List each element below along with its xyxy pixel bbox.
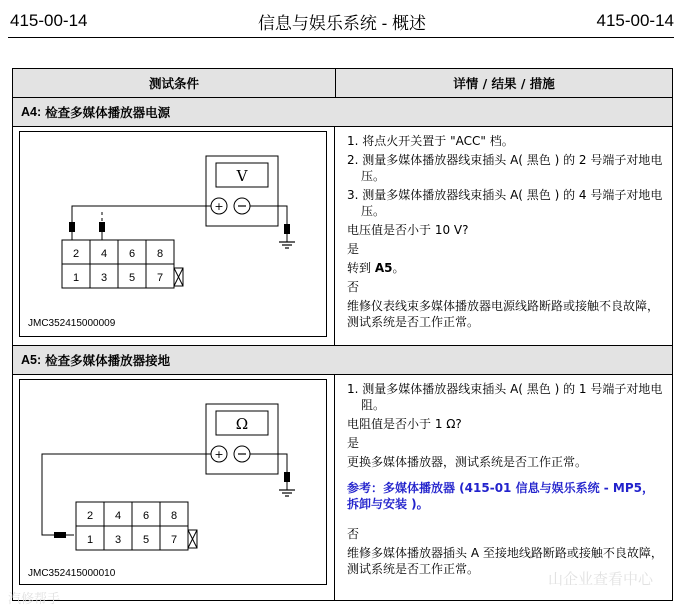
instruction: 2. 测量多媒体播放器线束插头 A( 黑色 ) 的 2 号端子对地电压。 — [347, 153, 663, 183]
svg-text:1: 1 — [72, 272, 80, 284]
test-condition-cell — [13, 375, 335, 600]
instruction: 3. 测量多媒体播放器线束插头 A( 黑色 ) 的 4 号端子对地电压。 — [347, 188, 663, 218]
svg-text:+: + — [214, 448, 224, 461]
svg-text:1: 1 — [86, 534, 94, 546]
svg-text:7: 7 — [156, 272, 164, 284]
svg-text:+: + — [214, 200, 224, 213]
page-title: 信息与娱乐系统 - 概述 — [257, 13, 427, 33]
yes-action: 更换多媒体播放器，测试系统是否工作正常。 — [347, 455, 588, 469]
svg-text:6: 6 — [142, 510, 150, 522]
meter-symbol: Ω — [235, 415, 249, 433]
probe-pin2-icon — [69, 222, 75, 232]
svg-text:5: 5 — [128, 272, 136, 284]
procedure-table — [12, 68, 673, 601]
connector-a-icon — [76, 502, 197, 550]
probe-pin4-icon — [99, 222, 105, 232]
watermark-left: 汽修帮手 — [8, 592, 61, 607]
test-question: 电阻值是否小于 1 Ω? — [347, 417, 462, 431]
header-rule — [8, 37, 674, 38]
test-condition-cell — [13, 127, 335, 345]
goto-step-link: A5 — [374, 261, 393, 275]
table-header — [13, 69, 672, 98]
instruction: 1. 测量多媒体播放器线束插头 A( 黑色 ) 的 1 号端子对地电阻。 — [347, 382, 663, 412]
meter-symbol: V — [236, 167, 248, 185]
step-number: A4: — [21, 105, 42, 119]
instruction: 1. 将点火开关置于 "ACC" 档。 — [347, 134, 514, 148]
figure-code: JMC352415000009 — [28, 318, 116, 329]
no-label: 否 — [347, 280, 360, 294]
section-code-right: 415-00-14 — [596, 11, 674, 30]
svg-text:2: 2 — [86, 510, 94, 522]
page-header — [10, 8, 674, 34]
probe-pin1-icon — [54, 532, 66, 538]
svg-text:3: 3 — [114, 534, 122, 546]
svg-text:8: 8 — [170, 510, 178, 522]
connector-a-icon — [62, 240, 183, 288]
yes-label: 是 — [347, 436, 360, 450]
step-row-a4 — [13, 127, 672, 346]
svg-text:2: 2 — [72, 248, 80, 260]
details-cell — [335, 375, 672, 600]
no-label: 否 — [347, 527, 360, 541]
step-number: A5: — [21, 353, 42, 367]
step-title-a4 — [13, 98, 672, 127]
svg-text:6: 6 — [128, 248, 136, 260]
step-row-a5 — [13, 375, 672, 600]
svg-text:4: 4 — [100, 248, 108, 260]
no-action: 维修多媒体播放器插头 A 至接地线路断路或接触不良故障，测试系统是否工作正常。 — [347, 546, 663, 576]
svg-text:3: 3 — [100, 272, 108, 284]
ground-probe-icon — [284, 224, 290, 234]
figure-code: JMC352415000010 — [28, 568, 116, 579]
reference-link[interactable]: 参考：多媒体播放器 (415-01 信息与娱乐系统 - MP5，拆卸与安装 )。 — [347, 481, 654, 511]
no-action: 维修仪表线束多媒体播放器电源线路断路或接触不良故障，测试系统是否工作正常。 — [347, 299, 660, 329]
figure-frame — [19, 131, 327, 337]
ground-probe-icon — [284, 472, 290, 482]
figure-frame — [19, 379, 327, 585]
yes-action: 转到 A5。 — [347, 261, 405, 275]
section-code-left: 415-00-14 — [10, 11, 88, 30]
positive-lead — [72, 206, 211, 222]
yes-label: 是 — [347, 242, 360, 256]
svg-text:8: 8 — [156, 248, 164, 260]
step-title-a5 — [13, 346, 672, 375]
ohmmeter-diagram — [20, 380, 326, 584]
step-name: 检查多媒体播放器接地 — [45, 353, 171, 368]
col-header-details: 详情 / 结果 / 措施 — [453, 76, 555, 91]
svg-text:4: 4 — [114, 510, 122, 522]
watermark-right: 山企业查看中心 — [548, 570, 654, 588]
voltmeter-diagram — [20, 132, 326, 336]
col-header-condition: 测试条件 — [13, 69, 336, 97]
svg-text:5: 5 — [142, 534, 150, 546]
step-name: 检查多媒体播放器电源 — [45, 105, 171, 120]
details-cell — [335, 127, 672, 345]
svg-text:7: 7 — [170, 534, 178, 546]
test-question: 电压值是否小于 10 V? — [347, 223, 469, 237]
